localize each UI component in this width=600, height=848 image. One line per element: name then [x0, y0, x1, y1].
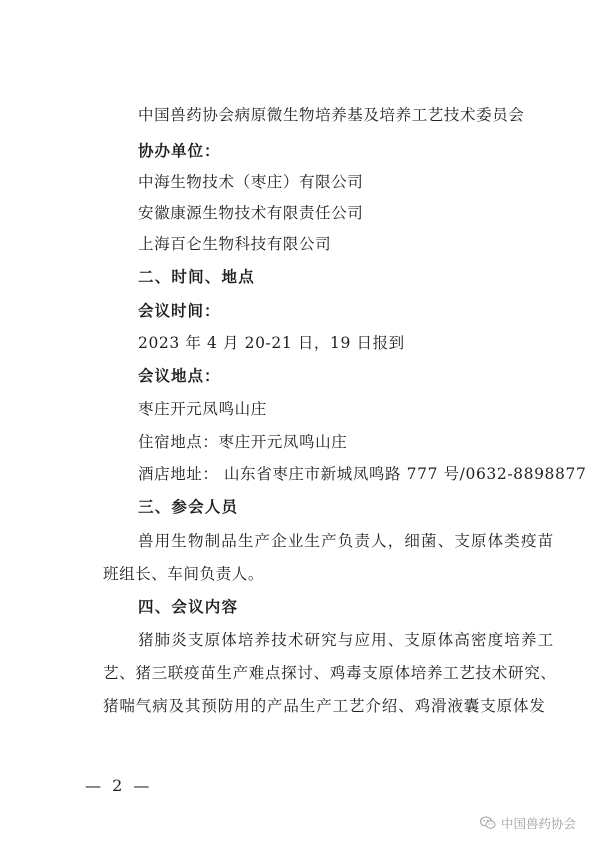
content-line: 艺、猪三联疫苗生产难点探讨、鸡毒支原体培养工艺技术研究、	[103, 664, 557, 682]
content-line: 猪肺炎支原体培养技术研究与应用、支原体高密度培养工	[138, 631, 555, 649]
section-heading-time-place: 二、时间、地点	[138, 267, 255, 286]
content-line: 猪喘气病及其预防用的产品生产工艺介绍、鸡滑液囊支原体发	[103, 697, 546, 715]
attendees-line: 班组长、车间负责人。	[103, 565, 265, 583]
page-number: — 2 —	[85, 776, 153, 795]
watermark-text: 中国兽药协会	[501, 816, 577, 831]
watermark	[480, 813, 576, 833]
co-organizer-item: 安徽康源生物技术有限责任公司	[138, 204, 364, 222]
meeting-place-value: 枣庄开元凤鸣山庄	[138, 400, 267, 418]
section-heading-content: 四、会议内容	[138, 597, 239, 616]
organizer-line: 中国兽药协会病原微生物培养基及培养工艺技术委员会	[138, 106, 525, 124]
lodging-line: 住宿地点：枣庄开元凤鸣山庄	[138, 433, 348, 451]
wechat-icon	[480, 816, 496, 830]
meeting-place-label: 会议地点：	[138, 366, 221, 385]
co-organizer-item: 中海生物技术（枣庄）有限公司	[138, 173, 364, 191]
meeting-time-value: 2023 年 4 月 20-21 日，19 日报到	[138, 334, 405, 352]
meeting-time-label: 会议时间：	[138, 301, 221, 320]
hotel-address-line: 酒店地址： 山东省枣庄市新城凤鸣路 777 号/0632-8898877	[138, 465, 587, 483]
attendees-line: 兽用生物制品生产企业生产负责人，细菌、支原体类疫苗	[138, 532, 555, 550]
section-heading-attendees: 三、参会人员	[138, 497, 239, 516]
co-organizers-heading: 协办单位：	[138, 141, 221, 160]
co-organizer-item: 上海百仑生物科技有限公司	[138, 235, 332, 253]
